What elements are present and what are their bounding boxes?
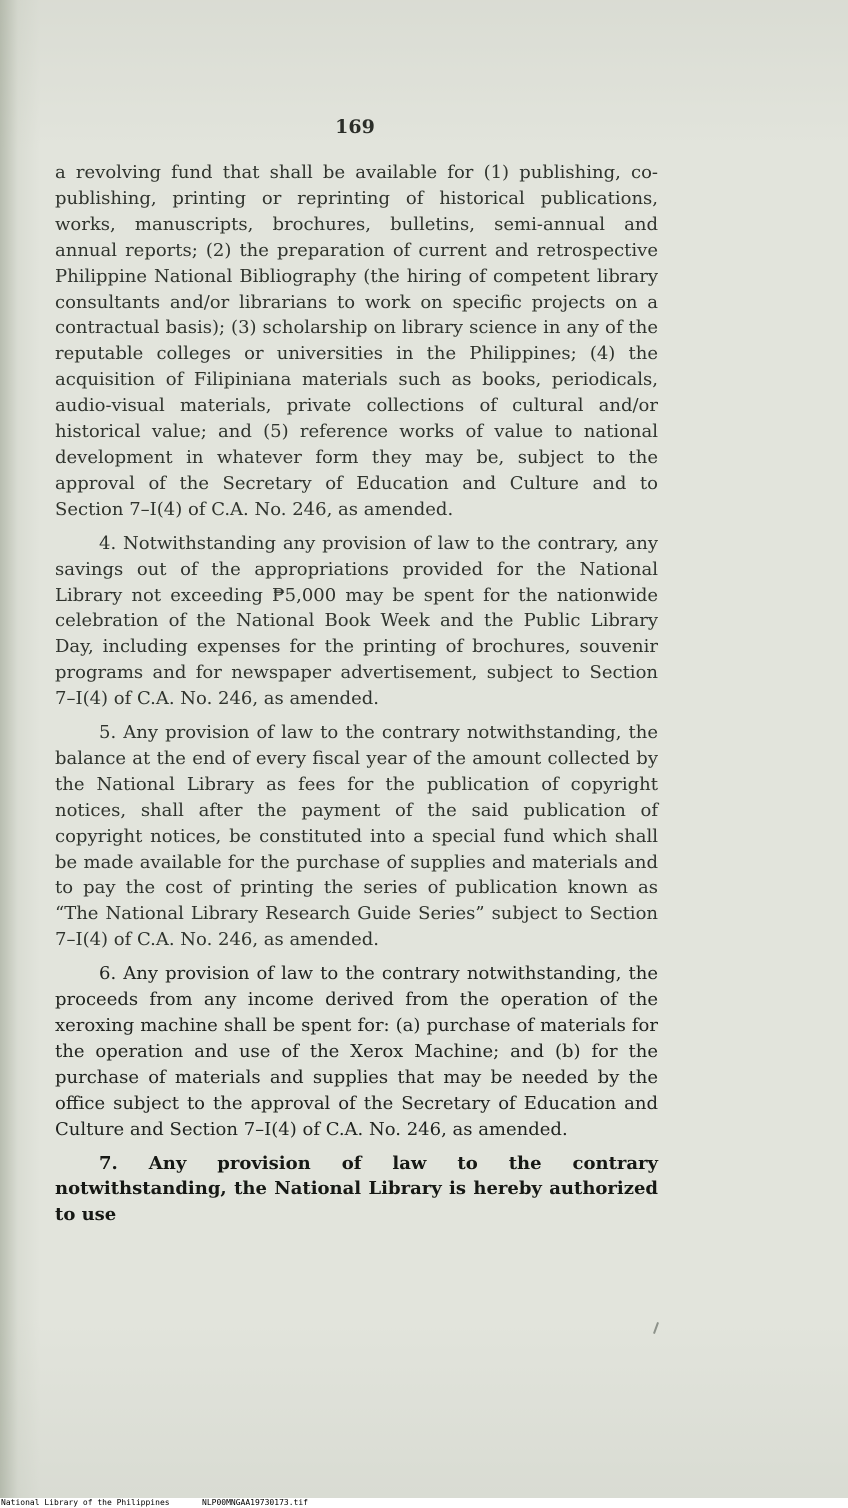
footer-source-label: National Library of the Philippines (1, 1498, 170, 1507)
pencil-mark (653, 1322, 659, 1334)
page-number: 169 (335, 116, 375, 138)
paragraph-revolving-fund: a revolving fund that shall be available for (1) publishing, co-publishing, printing or reprinting of historical publications, works, manuscripts, brochures, bulletins, semi-annual and annual reports; (2) the preparation of current and retrospective Philippine National Bibliography (the hiring of competent library consultants and/or librarians to work on specific projects on a contractual basis); (3) scholarship on library science in any of the reputable colleges or universities in the Philippines; (4) the acquisition of Filipiniana materials such as books, periodicals, audio-visual materials, private collections of cultural and/or historical value; and (5) reference works of value to national development in whatever form they may be, subject to the approval of the Secretary of Education and Culture and to Section 7–I(4) of C.A. No. 246, as amended. (55, 162, 658, 520)
footer-file-name: NLP00MNGAA19730173.tif (202, 1498, 308, 1507)
paragraph-6: 6. Any provision of law to the contrary notwithstanding, the proceeds from any income derived from the operation of the xeroxing machine shall be spent for: (a) purchase of materials for the operation and use of the Xerox Machine; and (b) for the purchase of materials and supplies that may be needed by the office subject to the approval of the Secretary of Education and Culture and Section 7–I(4) of C.A. No. 246, as amended. (55, 963, 658, 1140)
paragraph-5: 5. Any provision of law to the contrary notwithstanding, the balance at the end of every fiscal year of the amount collected by the National Library as fees for the publication of copyright notices, shall after the payment of the said publication of copyright notices, be constituted into a special fund which shall be made available for the purchase of supplies and materials and to pay the cost of printing the series of publication known as “The National Library Research Guide Series” subject to Section 7–I(4) of C.A. No. 246, as amended. (55, 722, 658, 951)
body-text (55, 160, 658, 1228)
paragraph-7: 7. Any provision of law to the contrary notwithstanding, the National Library is hereby authorized to use (55, 1152, 658, 1226)
scan-footer (0, 1498, 848, 1508)
paragraph-4: 4. Notwithstanding any provision of law to the contrary, any savings out of the appropriations provided for the National Library not exceeding ₱5,000 may be spent for the nationwide celebration of the National Book Week and the Public Library Day, including expenses for the printing of brochures, souvenir programs and for newspaper advertisement, subject to Section 7–I(4) of C.A. No. 246, as amended. (55, 532, 658, 710)
